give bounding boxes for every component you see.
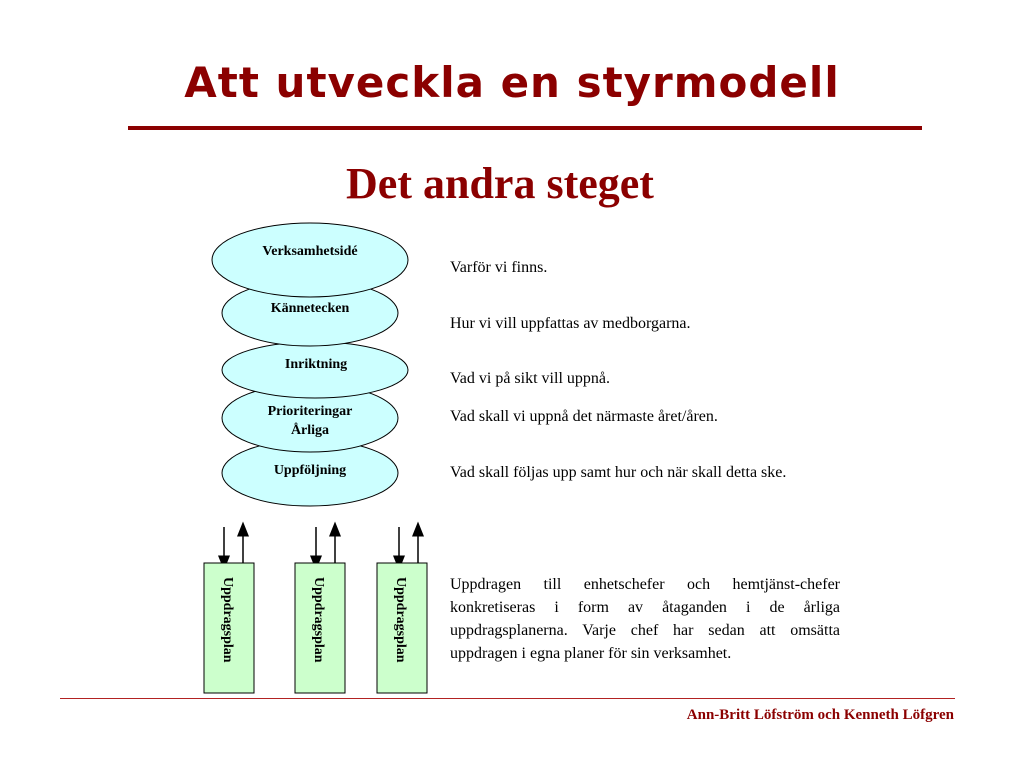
step-label-kannetecken: Kännetecken	[270, 301, 350, 316]
plan-label-2: Uppdragsplan	[311, 577, 326, 663]
plan-label-3: Uppdragsplan	[393, 577, 408, 663]
step-description-kannetecken: Hur vi vill uppfattas av medborgarna.	[450, 315, 691, 332]
step-label-arliga: Årliga	[290, 423, 330, 438]
step-description-uppfoljning: Vad skall följas upp samt hur och när skall detta ske.	[450, 464, 787, 481]
step-description-inriktning: Vad vi på sikt vill uppnå.	[450, 370, 610, 387]
step-description-verksamhetside: Varför vi finns.	[450, 259, 548, 276]
plans-description: Uppdragen till enhetschefer och hemtjänst-chefer konkretiseras i form av åtaganden i de årliga uppdragsplanerna. Varje chef har sedan att omsätta uppdragen i egna planer för sin verksamhet.	[450, 576, 840, 662]
footer-authors: Ann-Britt Löfström och Kenneth Löfgren	[686, 707, 954, 723]
step-label-uppfoljning: Uppföljning	[273, 463, 347, 478]
plan-label-1: Uppdragsplan	[220, 577, 235, 663]
step-label-inriktning: Inriktning	[284, 357, 348, 372]
footer-divider	[60, 698, 955, 699]
slide-subtitle: Det andra steget	[346, 159, 654, 208]
step-label-verksamhetside: Verksamhetsidé	[262, 244, 358, 259]
slide-title: Att utveckla en styrmodell	[184, 58, 840, 107]
step-description-prioriteringar: Vad skall vi uppnå det närmaste året/åren.	[450, 408, 718, 425]
step-label-prioriteringar: Prioriteringar	[267, 404, 353, 419]
